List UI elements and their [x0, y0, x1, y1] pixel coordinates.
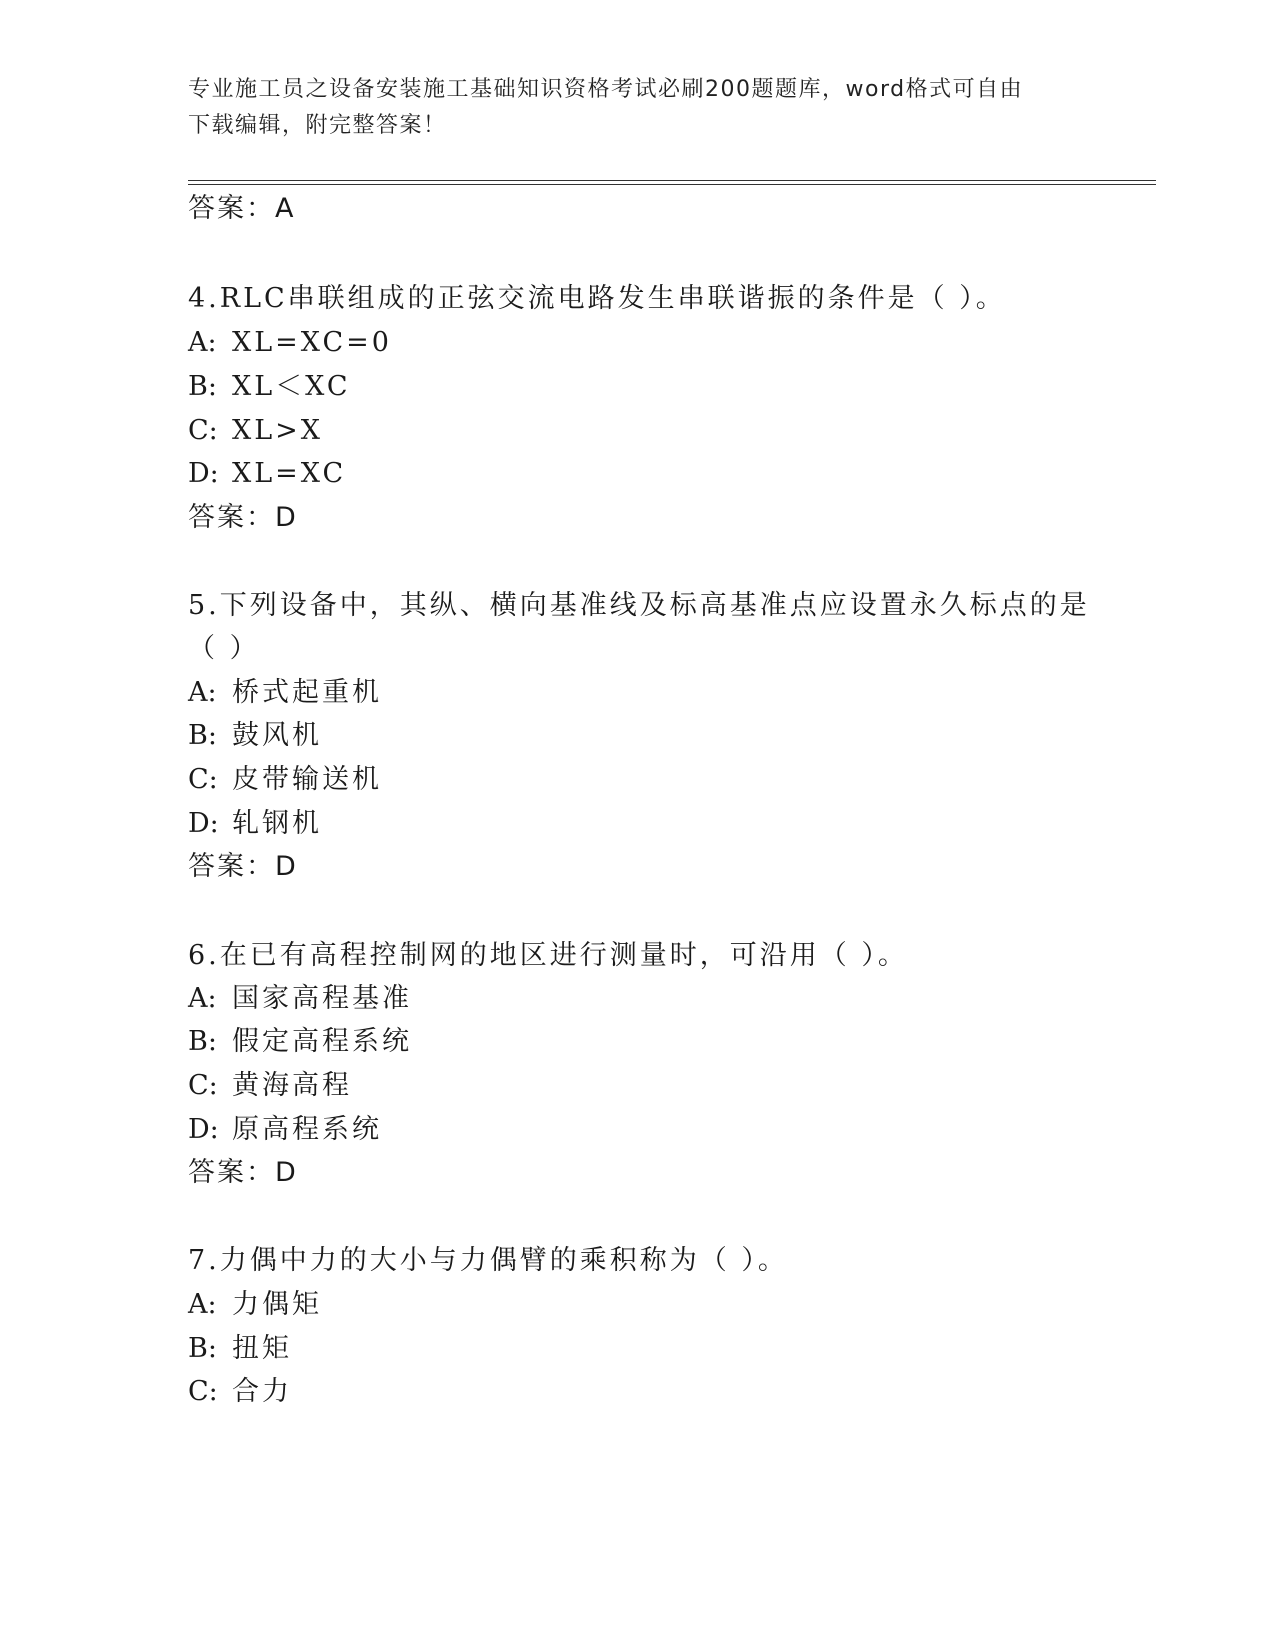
option-text: 扭矩: [232, 1333, 292, 1364]
option-letter: B:: [188, 1333, 217, 1364]
option-text: 鼓风机: [232, 720, 322, 751]
option-letter: B:: [188, 1026, 217, 1057]
question-4-option-b: [188, 369, 351, 405]
question-4-stem: 4.RLC串联组成的正弦交流电路发生串联谐振的条件是（ ）。: [188, 283, 1006, 314]
option-text: 桥式起重机: [232, 677, 382, 708]
question-5-stem-continued: （ ）: [188, 633, 260, 664]
option-text: 假定高程系统: [232, 1026, 412, 1057]
option-letter: B:: [188, 371, 217, 402]
question-7-stem: 7.力偶中力的大小与力偶臂的乘积称为（ ）。: [188, 1245, 788, 1276]
option-letter: C:: [188, 764, 218, 795]
question-5-option-c: [188, 762, 382, 798]
option-text: 合力: [232, 1376, 292, 1407]
option-text: 力偶矩: [232, 1289, 322, 1320]
question-7-option-b: [188, 1331, 292, 1367]
question-4-option-a: [188, 325, 392, 361]
prev-answer: 答案：A: [188, 193, 296, 224]
option-letter: A:: [188, 1289, 217, 1320]
option-text: 黄海高程: [232, 1070, 352, 1101]
question-5-answer: 答案：D: [188, 851, 298, 882]
header-line-1: 专业施工员之设备安装施工基础知识资格考试必刷200题题库，word格式可自由: [188, 77, 1024, 102]
question-6-stem: 6.在已有高程控制网的地区进行测量时，可沿用（ ）。: [188, 940, 908, 971]
option-letter: A:: [188, 327, 217, 358]
question-6-option-b: [188, 1024, 412, 1060]
option-letter: D:: [188, 808, 219, 839]
option-letter: A:: [188, 677, 217, 708]
option-letter: D:: [188, 458, 219, 489]
question-6-option-c: [188, 1068, 352, 1104]
question-4-answer: 答案：D: [188, 502, 298, 533]
option-letter: B:: [188, 720, 217, 751]
option-text: XL=XC: [232, 458, 347, 489]
option-letter: A:: [188, 983, 217, 1014]
option-text: XL＜XC: [232, 371, 351, 402]
option-letter: C:: [188, 415, 218, 446]
option-text: 原高程系统: [232, 1114, 382, 1145]
question-6-answer: 答案：D: [188, 1157, 298, 1188]
question-5-option-a: [188, 675, 382, 711]
header-divider-bottom: [188, 184, 1156, 185]
option-text: 轧钢机: [232, 808, 322, 839]
question-5-option-b: [188, 718, 322, 754]
question-4-option-c: [188, 413, 323, 449]
option-letter: D:: [188, 1114, 219, 1145]
question-6-option-a: [188, 981, 412, 1017]
option-text: 国家高程基准: [232, 983, 412, 1014]
question-4-option-d: [188, 456, 346, 492]
option-text: XL=XC=0: [232, 327, 392, 358]
header-line-2: 下载编辑，附完整答案！: [188, 113, 447, 138]
option-letter: C:: [188, 1070, 218, 1101]
option-text: XL>X: [232, 415, 323, 446]
question-5-option-d: [188, 806, 322, 842]
question-7-option-a: [188, 1287, 322, 1323]
option-text: 皮带输送机: [232, 764, 382, 795]
question-5-stem: 5.下列设备中，其纵、横向基准线及标高基准点应设置永久标点的是: [188, 590, 1090, 621]
header-divider-top: [188, 180, 1156, 181]
question-7-option-c: [188, 1374, 292, 1410]
question-6-option-d: [188, 1112, 382, 1148]
option-letter: C:: [188, 1376, 218, 1407]
document-header: [188, 72, 1088, 144]
